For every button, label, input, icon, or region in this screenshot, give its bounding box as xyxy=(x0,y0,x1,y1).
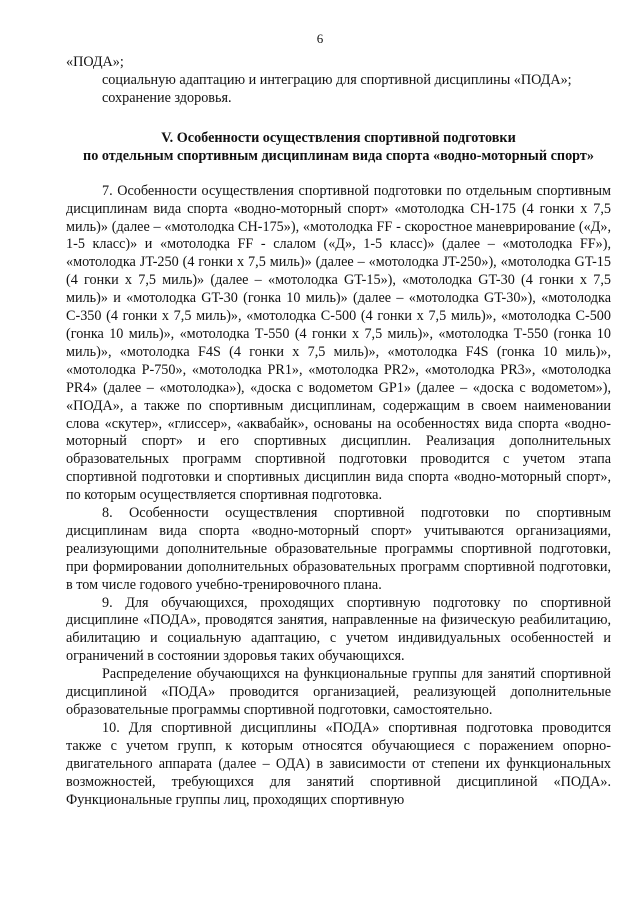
section-heading-line-2: по отдельным спортивным дисциплинам вида спорта «водно-моторный спорт» xyxy=(83,147,594,164)
paragraph-distribution: Распределение обучающихся на функциональные группы для занятий спортивной дисциплиной «ПОДА» проводится организацией, реализующей дополнительные образовательные программы спортивной подготовки, самостоятельно. xyxy=(66,666,611,718)
paragraph-9: 9. Для обучающихся, проходящих спортивную подготовку по спортивной дисциплине «ПОДА», проводятся занятия, направленные на физическую реабилитацию, абилитацию и социальную адаптацию, с учетом индивидуальных особенностей и ограничений в состоянии здоровья таких обучающихся. xyxy=(66,594,611,665)
page-content xyxy=(66,54,611,809)
lead-line-3: сохранение здоровья. xyxy=(102,89,232,106)
paragraph-7: 7. Особенности осуществления спортивной подготовки по отдельным спортивным дисциплинам вида спорта «водно-моторный спорт» «мотолодка СН-175 (4 гонки х 7,5 миль)» (далее – «мотолодка СН-175»), «мотолодка FF - скоростное маневрирование («Д», 1-5 класс)» и «мотолодка FF - слалом («Д», 1-5 класс)» (далее – «мотолодка FF»), «мотолодка JT-250 (4 гонки х 7,5 миль)» (далее – «мотолодка JT-250»), «мотолодка GT-15 (4 гонки х 7,5 миль)» (далее – «мотолодка GT-15»), «мотолодка GT-30 (4 гонки х 7,5 миль)» и «мотолодка GT-30 (гонка 10 миль)» (далее – «мотолодка GT-30»), «мотолодка С-350 (4 гонки х 7,5 миль)», «мотолодка С-500 (4 гонки х 7,5 миль)», «мотолодка С-500 (гонка 10 миль)», «мотолодка Т-550 (4 гонки х 7,5 миль)», «мотолодка Т-550 (гонка 10 миль)», «мотолодка F4S (4 гонки х 7,5 миль)», «мотолодка F4S (гонка 10 миль)», «мотолодка Р-750», «мотолодка PR1», «мотолодка PR2», «мотолодка PR3», «мотолодка PR4» (далее – «мотолодка»), «доска с водометом GP1» (далее – «доска с водометом»), «ПОДА», а также по спортивным дисциплинам, содержащим в своем наименовании слова «скутер», «глиссер», «аквабайк», основаны на особенностях вида спорта «водно-моторный спорт» и его спортивных дисциплин. Реализация дополнительных образовательных программ спортивной подготовки проводится с учетом этапа спортивной подготовки и спортивных дисциплин вида спорта «водно-моторный спорт», по которым осуществляется спортивная подготовка. xyxy=(66,182,611,504)
paragraph-10: 10. Для спортивной дисциплины «ПОДА» спортивная подготовка проводится также с учетом групп, к которым относятся обучающиеся с поражением опорно-двигательного аппарата (далее – ОДА) в зависимости от степени их функциональных возможностей, требующихся для занятий спортивной дисциплиной «ПОДА». Функциональные группы лиц, проходящих спортивную xyxy=(66,719,611,808)
lead-line-2: социальную адаптацию и интеграцию для спортивной дисциплины «ПОДА»; xyxy=(102,71,572,88)
section-heading-line-1: V. Особенности осуществления спортивной подготовки xyxy=(161,129,516,146)
page-number: 6 xyxy=(316,31,324,46)
lead-line-1: «ПОДА»; xyxy=(66,54,124,70)
paragraph-8: 8. Особенности осуществления спортивной подготовки по спортивным дисциплинам вида спорта «водно-моторный спорт» учитываются организациями, реализующими дополнительные образовательные программы спортивной подготовки, при формировании дополнительных образовательных программ спортивной подготовки, в том числе годового учебно-тренировочного плана. xyxy=(66,505,611,593)
section-heading xyxy=(66,129,611,165)
